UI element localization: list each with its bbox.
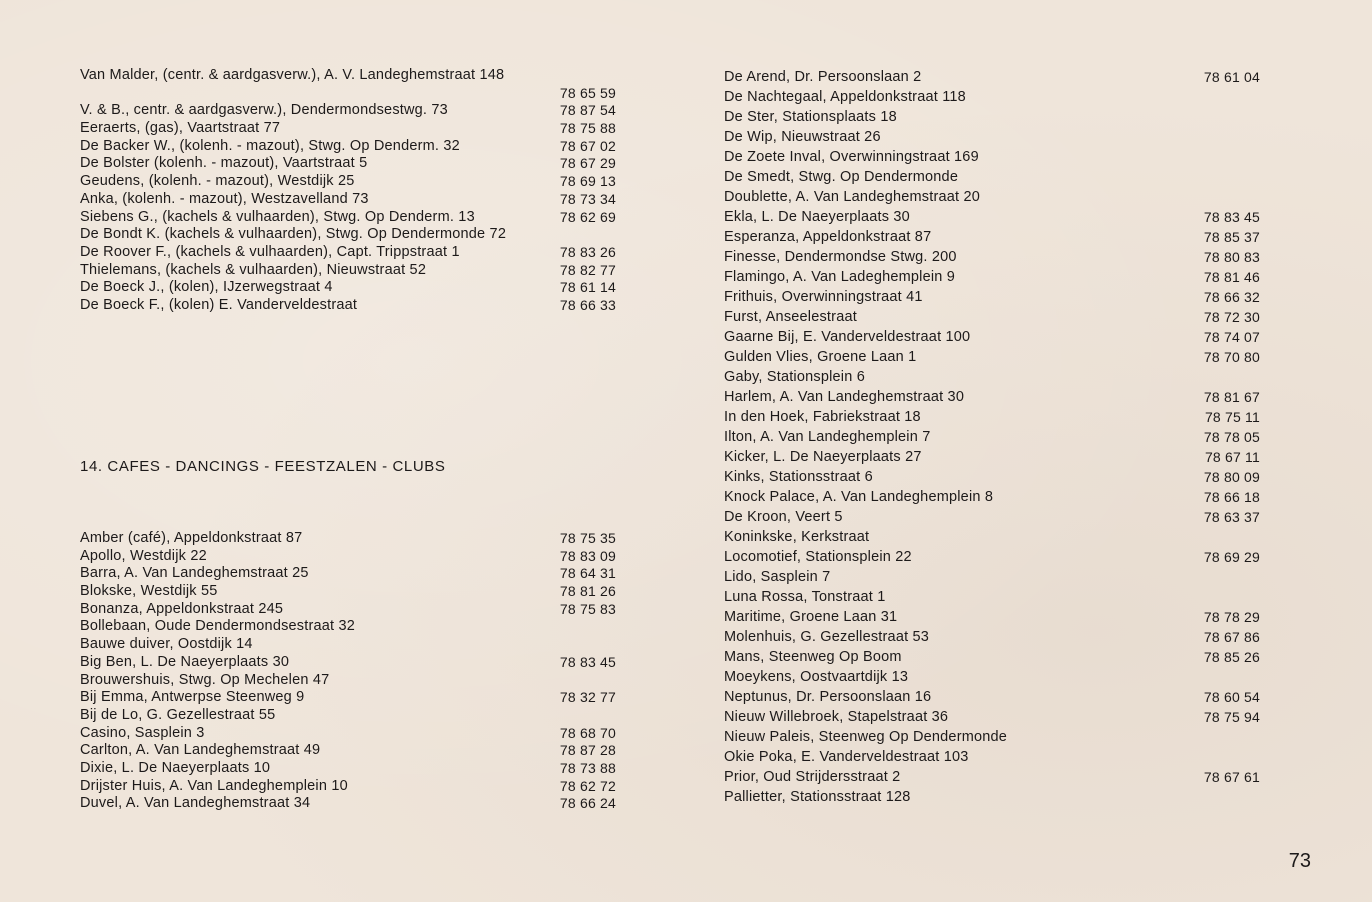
entry-name: De Bondt K. (kachels & vulhaarden), Stwg. Op Dendermonde 72 [80, 226, 507, 243]
list-item [724, 287, 1260, 307]
entry-name: De Wip, Nieuwstraat 26 [724, 129, 881, 145]
entry-phone: 78 83 26 [559, 243, 616, 260]
list-item [80, 226, 616, 244]
entry-name: Siebens G., (kachels & vulhaarden), Stwg. Op Denderm. 13 [80, 208, 475, 225]
list-item [724, 547, 1260, 567]
entry-name: Eeraerts, (gas), Vaartstraat 77 [80, 120, 281, 137]
entry-phone: 78 72 30 [1203, 309, 1260, 325]
list-item [80, 262, 616, 280]
entry-name: Ilton, A. Van Landeghemplein 7 [724, 429, 931, 445]
list-item [80, 191, 616, 209]
entry-name: Finesse, Dendermondse Stwg. 200 [724, 249, 957, 265]
list-item [80, 618, 616, 636]
entry-name: Drijster Huis, A. Van Landeghemplein 10 [80, 777, 348, 794]
list-item [724, 87, 1260, 107]
entry-phone: 78 61 14 [559, 279, 616, 296]
entry-name: Brouwershuis, Stwg. Op Mechelen 47 [80, 671, 330, 688]
entry-name: Apollo, Westdijk 22 [80, 547, 207, 564]
entry-name: De Roover F., (kachels & vulhaarden), Capt. Trippstraat 1 [80, 243, 460, 260]
entry-phone: 78 32 77 [559, 689, 616, 706]
list-item [80, 689, 616, 707]
entry-name: Koninkske, Kerkstraat [724, 529, 870, 545]
entry-name: Big Ben, L. De Naeyerplaats 30 [80, 653, 290, 670]
entry-phone: 78 78 05 [1203, 429, 1260, 445]
entry-name: Esperanza, Appeldonkstraat 87 [724, 229, 932, 245]
list-item [80, 672, 616, 690]
list-item [80, 102, 616, 120]
list-item [80, 173, 616, 191]
cafes-listing-left [80, 530, 616, 813]
entry-name: Lido, Sasplein 7 [724, 569, 831, 585]
entry-phone: 78 73 88 [559, 759, 616, 776]
entry-phone: 78 66 32 [1203, 289, 1260, 305]
entry-name: Prior, Oud Strijdersstraat 2 [724, 769, 901, 785]
entry-name: De Kroon, Veert 5 [724, 509, 843, 525]
entry-name: Kinks, Stationsstraat 6 [724, 469, 873, 485]
entry-name: De Zoete Inval, Overwinningstraat 169 [724, 149, 979, 165]
entry-name: Carlton, A. Van Landeghemstraat 49 [80, 742, 321, 759]
list-item [724, 67, 1260, 87]
entry-phone: 78 78 29 [1203, 609, 1260, 625]
list-item [724, 687, 1260, 707]
list-item [80, 707, 616, 725]
entry-phone: 78 65 59 [559, 84, 616, 101]
entry-name: Doublette, A. Van Landeghemstraat 20 [724, 189, 981, 205]
entry-name: Ekla, L. De Naeyerplaats 30 [724, 209, 910, 225]
entry-name: De Boeck J., (kolen), IJzerwegstraat 4 [80, 279, 333, 296]
entry-name: De Nachtegaal, Appeldonkstraat 118 [724, 89, 966, 105]
entry-name: Anka, (kolenh. - mazout), Westzavelland 73 [80, 190, 369, 207]
entry-phone: 78 69 13 [559, 173, 616, 190]
entry-phone: 78 75 94 [1203, 709, 1260, 725]
entry-phone: 78 68 70 [559, 724, 616, 741]
entry-phone: 78 87 54 [559, 102, 616, 119]
entry-phone: 78 63 37 [1203, 509, 1260, 525]
list-item [724, 227, 1260, 247]
entry-phone: 78 67 61 [1203, 769, 1260, 785]
entry-phone: 78 81 26 [559, 583, 616, 600]
entry-phone: 78 70 80 [1203, 349, 1260, 365]
list-item [80, 138, 616, 156]
list-item [724, 367, 1260, 387]
entry-name: Amber (café), Appeldonkstraat 87 [80, 530, 303, 546]
list-item [80, 778, 616, 796]
entry-name: Knock Palace, A. Van Landeghemplein 8 [724, 489, 994, 505]
entry-phone: 78 67 86 [1203, 629, 1260, 645]
entry-name: Bollebaan, Oude Dendermondsestraat 32 [80, 618, 356, 635]
entry-phone: 78 73 34 [559, 190, 616, 207]
entry-name: De Boeck F., (kolen) E. Vanderveldestraat [80, 296, 358, 313]
list-item [80, 583, 616, 601]
entry-phone: 78 61 04 [1203, 69, 1260, 85]
entry-phone: 78 80 09 [1203, 469, 1260, 485]
entry-name: Pallietter, Stationsstraat 128 [724, 789, 911, 805]
cafes-listing-right [724, 67, 1260, 807]
entry-phone: 78 81 46 [1203, 269, 1260, 285]
entry-phone: 78 80 83 [1203, 249, 1260, 265]
list-item [80, 244, 616, 262]
list-item [724, 487, 1260, 507]
entry-phone: 78 69 29 [1203, 549, 1260, 565]
list-item [724, 347, 1260, 367]
entry-phone: 78 85 26 [1203, 649, 1260, 665]
list-item [724, 107, 1260, 127]
entry-name: Moeykens, Oostvaartdijk 13 [724, 669, 909, 685]
entry-name: Blokske, Westdijk 55 [80, 583, 218, 600]
entry-phone: 78 75 83 [559, 600, 616, 617]
entry-phone: 78 83 45 [559, 653, 616, 670]
list-item [80, 548, 616, 566]
list-item [80, 795, 616, 813]
entry-phone: 78 62 69 [559, 208, 616, 225]
list-item [80, 279, 616, 297]
list-item [724, 167, 1260, 187]
list-item [724, 387, 1260, 407]
entry-name: Molenhuis, G. Gezellestraat 53 [724, 629, 930, 645]
list-item [80, 636, 616, 654]
entry-name: Van Malder, (centr. & aardgasverw.), A. V. Landeghemstraat 148 [80, 67, 505, 83]
list-item [80, 209, 616, 227]
list-item [724, 267, 1260, 287]
entry-name: Gaarne Bij, E. Vanderveldestraat 100 [724, 329, 971, 345]
list-item [80, 85, 616, 103]
list-item [724, 627, 1260, 647]
list-item [80, 760, 616, 778]
entry-name: Duvel, A. Van Landeghemstraat 34 [80, 795, 311, 812]
entry-phone: 78 75 35 [559, 530, 616, 546]
list-item [724, 187, 1260, 207]
entry-phone: 78 83 09 [559, 547, 616, 564]
entry-name: Luna Rossa, Tonstraat 1 [724, 589, 886, 605]
entry-name: De Bolster (kolenh. - mazout), Vaartstraat 5 [80, 155, 368, 172]
entry-name: Thielemans, (kachels & vulhaarden), Nieuwstraat 52 [80, 261, 427, 278]
entry-name: Barra, A. Van Landeghemstraat 25 [80, 565, 309, 582]
list-item [724, 607, 1260, 627]
entry-phone: 78 62 72 [559, 777, 616, 794]
list-item [80, 725, 616, 743]
entry-name: Nieuw Willebroek, Stapelstraat 36 [724, 709, 949, 725]
page-number: 73 [1288, 850, 1311, 872]
list-item [80, 742, 616, 760]
entry-name: Bonanza, Appeldonkstraat 245 [80, 600, 284, 617]
list-item [80, 297, 616, 315]
entry-name: Harlem, A. Van Landeghemstraat 30 [724, 389, 965, 405]
entry-name: Maritime, Groene Laan 31 [724, 609, 898, 625]
list-item [724, 447, 1260, 467]
list-item [80, 654, 616, 672]
entry-name: Frithuis, Overwinningstraat 41 [724, 289, 923, 305]
list-item [80, 530, 616, 548]
entry-name: Neptunus, Dr. Persoonslaan 16 [724, 689, 932, 705]
entry-name: Dixie, L. De Naeyerplaats 10 [80, 759, 271, 776]
entry-phone: 78 74 07 [1203, 329, 1260, 345]
entry-name: De Backer W., (kolenh. - mazout), Stwg. Op Denderm. 32 [80, 137, 460, 154]
entry-name: Locomotief, Stationsplein 22 [724, 549, 912, 565]
list-item [724, 407, 1260, 427]
entry-name: Bij de Lo, G. Gezellestraat 55 [80, 706, 276, 723]
entry-name: V. & B., centr. & aardgasverw.), Dendermondsestwg. 73 [80, 102, 448, 119]
list-item [724, 787, 1260, 807]
list-item [724, 327, 1260, 347]
list-item [724, 507, 1260, 527]
list-item [724, 207, 1260, 227]
list-item [80, 601, 616, 619]
entry-name: In den Hoek, Fabriekstraat 18 [724, 409, 921, 425]
entry-name: Bij Emma, Antwerpse Steenweg 9 [80, 689, 305, 706]
list-item [80, 67, 616, 85]
list-item [724, 147, 1260, 167]
list-item [724, 707, 1260, 727]
list-item [80, 120, 616, 138]
list-item [724, 307, 1260, 327]
list-item [724, 667, 1260, 687]
entry-name: Kicker, L. De Naeyerplaats 27 [724, 449, 922, 465]
entry-name: De Smedt, Stwg. Op Dendermonde [724, 169, 959, 185]
entry-phone: 78 66 33 [559, 296, 616, 313]
entry-phone: 78 64 31 [559, 565, 616, 582]
list-item [724, 427, 1260, 447]
entry-name: Flamingo, A. Van Ladeghemplein 9 [724, 269, 956, 285]
heating-listing [80, 67, 616, 315]
entry-name: Gulden Vlies, Groene Laan 1 [724, 349, 917, 365]
entry-phone: 78 75 11 [1204, 409, 1260, 425]
entry-name: Mans, Steenweg Op Boom [724, 649, 902, 665]
entry-phone: 78 60 54 [1203, 689, 1260, 705]
entry-phone: 78 67 02 [559, 137, 616, 154]
entry-name: Geudens, (kolenh. - mazout), Westdijk 25 [80, 173, 355, 190]
entry-name: Furst, Anseelestraat [724, 309, 857, 325]
entry-name: De Arend, Dr. Persoonslaan 2 [724, 69, 922, 85]
list-item [724, 527, 1260, 547]
list-item [724, 247, 1260, 267]
list-item [724, 467, 1260, 487]
entry-phone: 78 66 18 [1203, 489, 1260, 505]
list-item [724, 647, 1260, 667]
list-item [724, 127, 1260, 147]
entry-phone: 78 67 11 [1204, 449, 1260, 465]
list-item [724, 747, 1260, 767]
entry-phone: 78 87 28 [559, 742, 616, 759]
entry-phone: 78 75 88 [559, 120, 616, 137]
entry-name: Bauwe duiver, Oostdijk 14 [80, 636, 253, 653]
list-item [724, 727, 1260, 747]
list-item [80, 565, 616, 583]
entry-name: Casino, Sasplein 3 [80, 724, 205, 741]
list-item [724, 567, 1260, 587]
entry-phone: 78 83 45 [1203, 209, 1260, 225]
entry-phone: 78 85 37 [1203, 229, 1260, 245]
entry-name: Gaby, Stationsplein 6 [724, 369, 865, 385]
entry-name: Nieuw Paleis, Steenweg Op Dendermonde [724, 729, 1008, 745]
entry-phone: 78 81 67 [1203, 389, 1260, 405]
entry-name: De Ster, Stationsplaats 18 [724, 109, 897, 125]
section-title: 14. CAFES - DANCINGS - FEESTZALEN - CLUBS [80, 458, 446, 475]
entry-name: Okie Poka, E. Vanderveldestraat 103 [724, 749, 969, 765]
entry-phone: 78 82 77 [559, 261, 616, 278]
list-item [724, 587, 1260, 607]
list-item [80, 155, 616, 173]
entry-phone: 78 67 29 [559, 155, 616, 172]
entry-phone: 78 66 24 [559, 795, 616, 812]
list-item [724, 767, 1260, 787]
